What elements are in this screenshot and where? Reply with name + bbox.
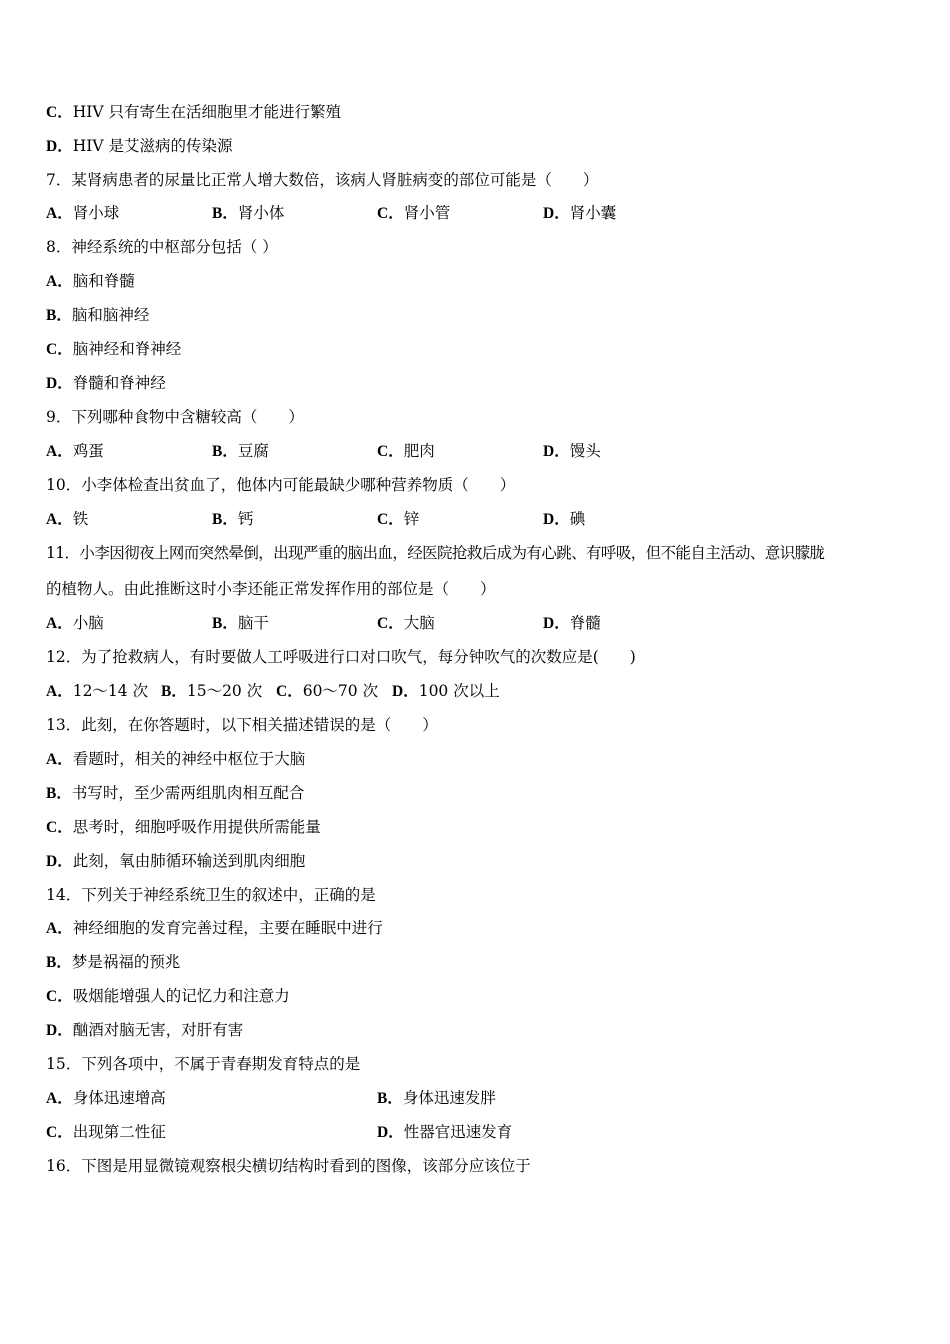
q13-option-c: C．思考时，细胞呼吸作用提供所需能量 — [46, 818, 321, 836]
q11-stem-line2: 的植物人。由此推断这时小李还能正常发挥作用的部位是（ ） — [46, 580, 496, 598]
q15-stem: 15．下列各项中，不属于青春期发育特点的是 — [46, 1055, 361, 1073]
q10-option-d: D．碘 — [543, 510, 586, 528]
q13-option-a: A．看题时，相关的神经中枢位于大脑 — [46, 750, 306, 768]
q11-option-b: B．脑干 — [212, 614, 269, 632]
q15-option-d: D．性器官迅速发育 — [377, 1123, 513, 1141]
q7-option-a: A．肾小球 — [46, 204, 120, 222]
q14-option-d: D．酗酒对脑无害，对肝有害 — [46, 1021, 244, 1039]
q7-stem: 7．某肾病患者的尿量比正常人增大数倍，该病人肾脏病变的部位可能是（ ） — [46, 171, 599, 189]
q9-option-d: D．馒头 — [543, 442, 601, 460]
q9-option-c: C．肥肉 — [377, 442, 435, 460]
q9-option-a: A．鸡蛋 — [46, 442, 104, 460]
q15-option-a: A．身体迅速增高 — [46, 1089, 166, 1107]
q11-option-c: C．大脑 — [377, 614, 435, 632]
q8-option-d: D．脊髓和脊神经 — [46, 374, 166, 392]
q7-option-b: B．肾小体 — [212, 204, 285, 222]
q9-option-b: B．豆腐 — [212, 442, 269, 460]
q8-option-c: C．脑神经和脊神经 — [46, 340, 182, 358]
q12-stem: 12．为了抢救病人，有时要做人工呼吸进行口对口吹气，每分钟吹气的次数应是( ) — [46, 648, 636, 666]
q11-option-a: A．小脑 — [46, 614, 104, 632]
q6-option-c: C．HIV 只有寄生在活细胞里才能进行繁殖 — [46, 103, 341, 121]
q14-option-c: C．吸烟能增强人的记忆力和注意力 — [46, 987, 290, 1005]
q10-option-c: C．锌 — [377, 510, 420, 528]
q14-option-b: B．梦是祸福的预兆 — [46, 953, 181, 971]
q8-stem: 8．神经系统的中枢部分包括（ ） — [46, 238, 278, 256]
q13-stem: 13．此刻，在你答题时，以下相关描述错误的是（ ） — [46, 716, 438, 734]
q9-stem: 9．下列哪种食物中含糖较高（ ） — [46, 408, 304, 426]
q14-option-a: A．神经细胞的发育完善过程，主要在睡眠中进行 — [46, 919, 383, 937]
q16-stem: 16．下图是用显微镜观察根尖横切结构时看到的图像，该部分应该位于 — [46, 1157, 531, 1175]
q8-option-a: A．脑和脊髓 — [46, 272, 135, 290]
q12-option-c: C．60～70 次 — [276, 682, 379, 700]
q15-option-c: C．出现第二性征 — [46, 1123, 166, 1141]
q12-option-a: A．12～14 次 — [46, 682, 149, 700]
q10-option-a: A．铁 — [46, 510, 89, 528]
q15-option-b: B．身体迅速发胖 — [377, 1089, 496, 1107]
q10-option-b: B．钙 — [212, 510, 254, 528]
q7-option-c: C．肾小管 — [377, 204, 451, 222]
q11-stem-line1: 11．小李因彻夜上网而突然晕倒，出现严重的脑出血，经医院抢救后成为有心跳、有呼吸，但不能自主活动、意识朦胧 — [46, 544, 825, 562]
q10-stem: 10．小李体检查出贫血了，他体内可能最缺少哪种营养物质（ ） — [46, 476, 516, 494]
q13-option-d: D．此刻，氧由肺循环输送到肌肉细胞 — [46, 852, 306, 870]
q6-option-d: D．HIV 是艾滋病的传染源 — [46, 137, 233, 155]
q14-stem: 14．下列关于神经系统卫生的叙述中，正确的是 — [46, 886, 376, 904]
q7-option-d: D．肾小囊 — [543, 204, 617, 222]
q13-option-b: B．书写时，至少需两组肌肉相互配合 — [46, 784, 305, 802]
q11-option-d: D．脊髓 — [543, 614, 601, 632]
q12-option-b: B．15～20 次 — [161, 682, 263, 700]
q8-option-b: B．脑和脑神经 — [46, 306, 150, 324]
q12-option-d: D．100 次以上 — [392, 682, 500, 700]
